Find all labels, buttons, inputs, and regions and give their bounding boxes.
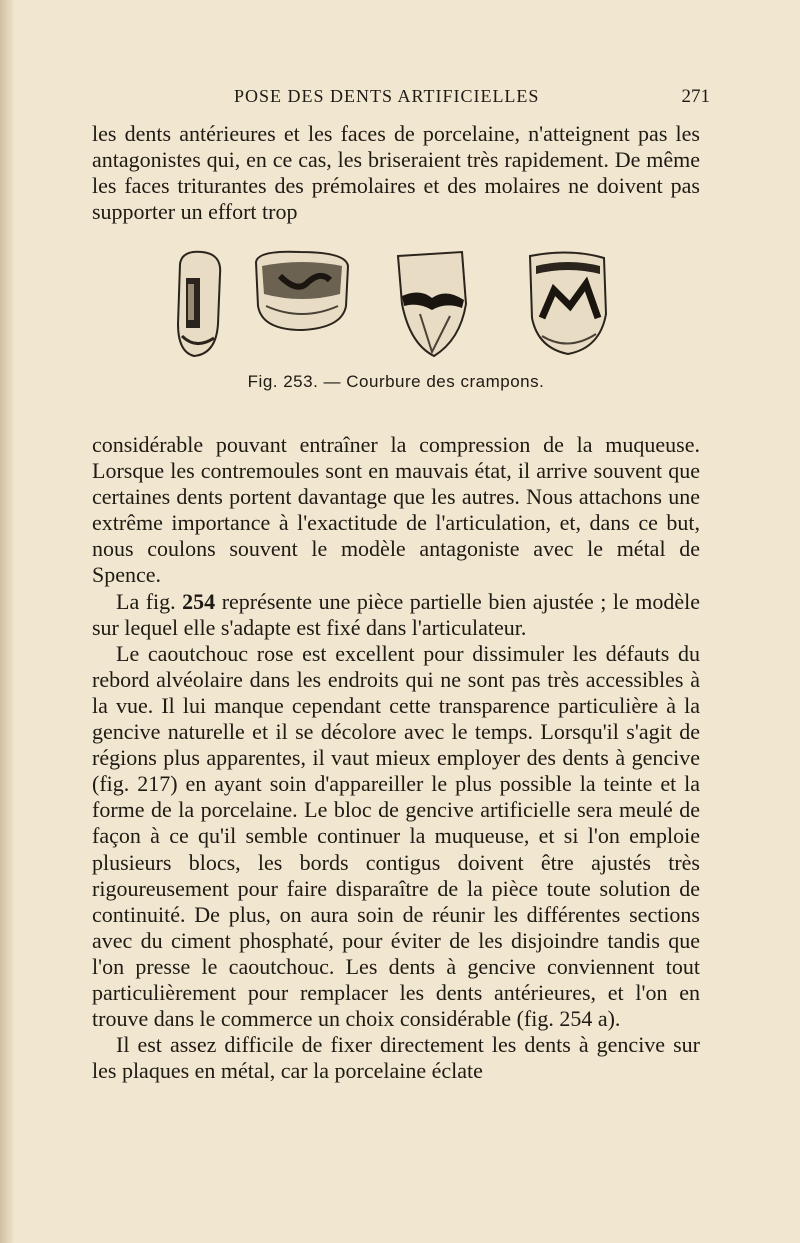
tooth-2-drawing: [256, 252, 348, 330]
tooth-1-drawing: [178, 252, 220, 356]
figure-253-crampon-curvature: [170, 244, 620, 364]
paragraph-2-start: La fig.: [116, 588, 176, 614]
running-title: POSE DES DENTS ARTIFICIELLES: [234, 86, 540, 106]
page-number: 271: [681, 86, 710, 107]
tooth-3-drawing: [398, 252, 466, 356]
teeth-illustration: [170, 244, 620, 364]
paragraph-1: considérable pouvant entraîner la compression de la muqueuse. Lorsque les contremoules sont en mauvais état, il arrive souvent que certaines dents portent davantage que les autres. Nous attachons une extrême importance à l'exactitude de l'articulation, et, dans ce but, nous coulons souvent le modèle antagoniste avec le métal de Spence.: [92, 432, 700, 588]
figure-reference: 254: [182, 588, 216, 614]
figure-caption: Fig. 253. — Courbure des crampons.: [247, 372, 545, 391]
running-header: [92, 86, 710, 116]
paragraph-3: Le caoutchouc rose est excellent pour dissimuler les défauts du rebord alvéolaire dans les endroits qui ne sont pas très accessibles à la vue. Il lui manque cependant cette transparence particulière à la gencive naturelle et il se décolore avec le temps. Lorsqu'il s'agit de régions plus apparentes, il vaut mieux employer des dents à gencive (fig. 217) en ayant soin d'appareiller le plus possible la teinte et la forme de la porcelaine. Le bloc de gencive artificielle sera meulé de façon à ce qu'il semble continuer la muqueuse, et si l'on emploie plusieurs blocs, les bords contigus doivent être ajustés très rigoureusement pour faire disparaître de la pièce toute solution de continuité. De plus, on aura soin de réunir les différentes sections avec du ciment phosphaté, pour éviter de les disjoindre tandis que l'on presse le caoutchouc. Les dents à gencive conviennent tout particulièrement pour remplacer les dents antérieures, et l'on en trouve dans le commerce un choix considérable (fig. 254 a).: [92, 640, 700, 1032]
paragraph-4: Il est assez difficile de fixer directement les dents à gencive sur les plaques en métal, car la porcelaine éclate: [92, 1032, 700, 1084]
paragraph-2-end: représente une pièce partielle bien ajustée ; le modèle sur lequel elle s'adapte est fixé dans l'articulateur.: [92, 588, 701, 640]
tooth-4-drawing: [530, 252, 606, 354]
page-edge: [0, 0, 14, 1243]
paragraph-2: [92, 589, 700, 641]
paragraph-top-text: les dents antérieures et les faces de porcelaine, n'atteignent pas les antagonistes qui, en ce cas, les briseraient très rapidement. De même les faces triturantes des prémolaires et des molaires ne doivent pas supporter un effort trop: [92, 121, 700, 225]
body-text: [92, 432, 700, 1084]
paragraph-top: [92, 121, 700, 225]
